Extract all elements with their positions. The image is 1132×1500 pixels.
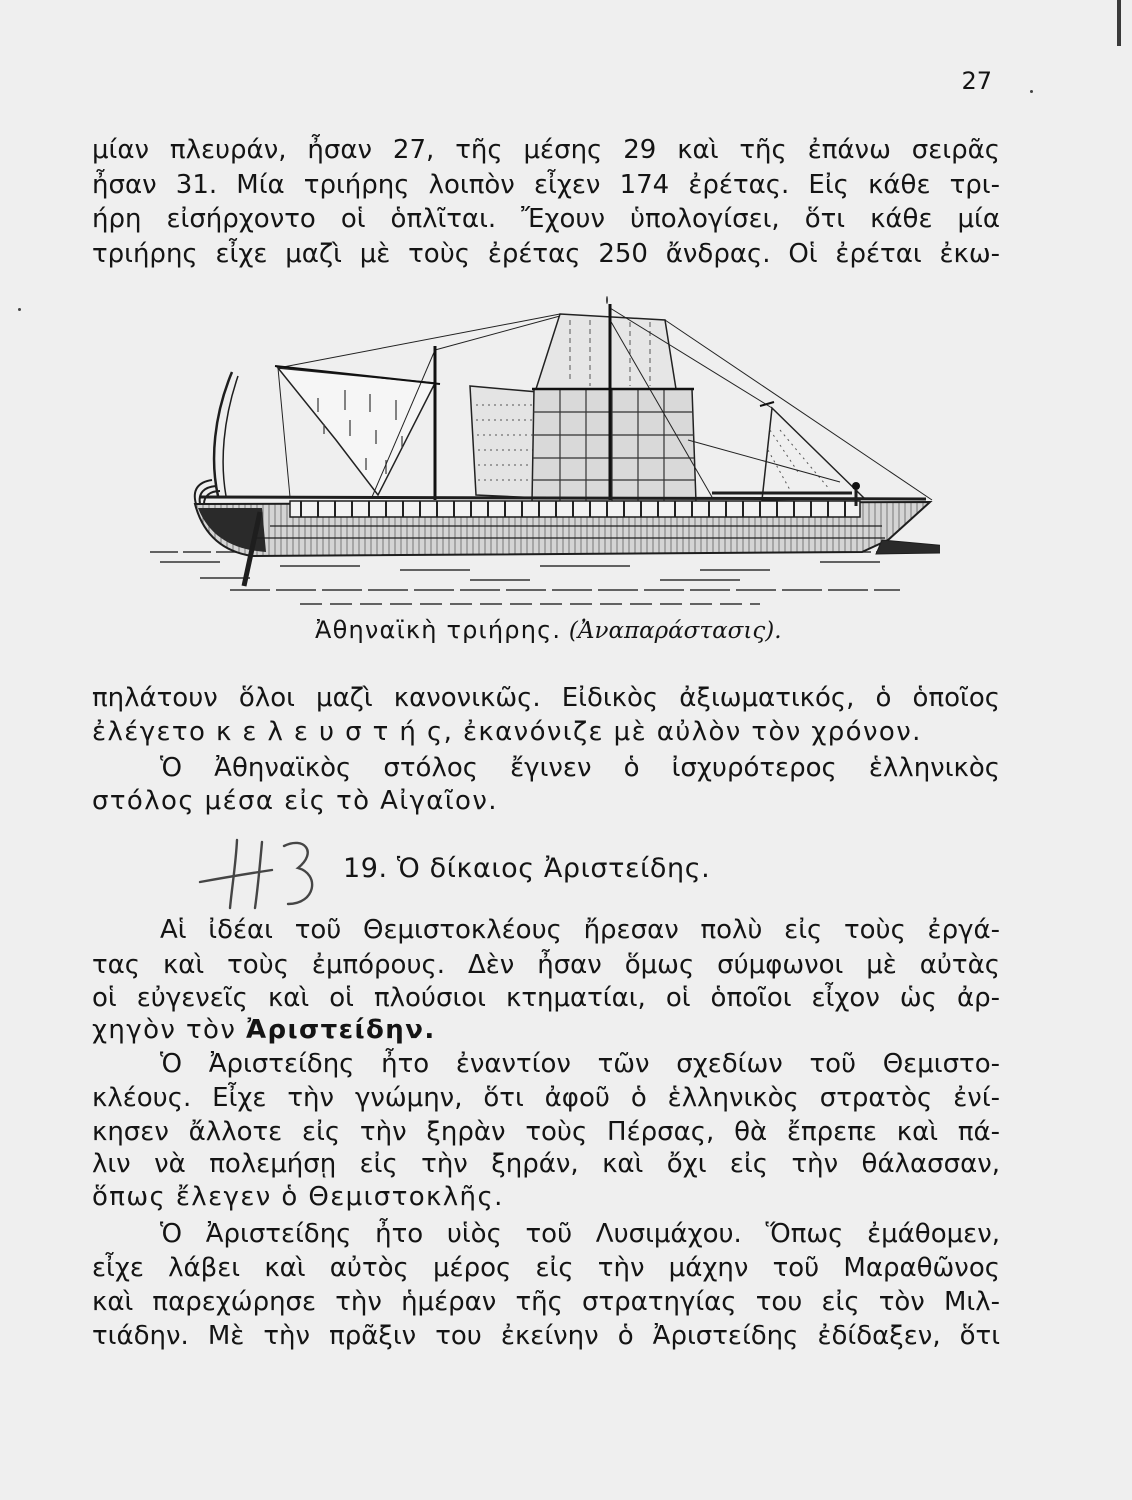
text-line: τας καὶ τοὺς ἐμπόρους. Δὲν ἦσαν ὅμως σύμφωνοι μὲ αὐτὰς <box>92 950 1000 980</box>
middle-sail <box>470 386 540 498</box>
main-topsail <box>536 314 676 389</box>
handwritten-stroke <box>255 842 262 908</box>
text-line: πηλάτουν ὅλοι μαζὶ κανονικῶς. Εἰδικὸς ἀξιωματικός, ὁ ὁποῖος <box>92 683 1000 713</box>
handwritten-annotation <box>192 832 332 912</box>
text-line <box>92 1013 1000 1047</box>
section-heading: 19. Ὁ δίκαιος Ἀριστείδης. <box>343 853 711 884</box>
railing-band <box>290 501 860 517</box>
rigging-line <box>278 368 290 497</box>
emphasized-name: Ἀριστείδην. <box>245 1015 436 1045</box>
water-lines <box>150 552 900 604</box>
trireme-illustration <box>140 290 940 610</box>
text-line: Ὁ Ἀριστείδης ἦτο ἐναντίον τῶν σχεδίων τοῦ Θεμιστο- <box>160 1049 1000 1079</box>
text-line: κλέους. Εἶχε τὴν γνώμην, ὅτι ἀφοῦ ὁ ἑλληνικὸς στρατὸς ἐνί- <box>92 1083 1000 1113</box>
top-rail <box>200 497 926 499</box>
text-line: κησεν ἄλλοτε εἰς τὴν ξηρὰν τοὺς Πέρσας, θὰ ἔπρεπε καὶ πά- <box>92 1117 1000 1147</box>
stern-post-inner <box>223 376 238 496</box>
text-fragment: χηγὸν τὸν <box>92 1015 237 1045</box>
handwritten-stroke <box>230 840 237 908</box>
rigging-line <box>435 316 560 350</box>
text-line: τριήρης εἶχε μαζὶ μὲ τοὺς ἐρέτας 250 ἄνδρας. Οἱ ἐρέται ἐκω- <box>92 239 1000 269</box>
main-sail <box>532 389 696 502</box>
page-number: 27 <box>961 67 992 95</box>
aft-sail <box>762 408 864 500</box>
sails <box>278 314 864 502</box>
figure-caption <box>315 613 782 648</box>
caption-italic: (Ἀναπαράστασις). <box>568 618 782 644</box>
text-line: εἶχε λάβει καὶ αὐτὸς μέρος εἰς τὴν μάχην τοῦ Μαραθῶνος <box>92 1253 1000 1283</box>
rigging-line <box>278 314 560 368</box>
text-line: ὅπως ἔλεγεν ὁ Θεμιστοκλῆς. <box>92 1182 504 1212</box>
helmsman-figure <box>852 482 860 490</box>
text-line: λιν νὰ πολεμήσῃ εἰς τὴν ξηράν, καὶ ὄχι εἰς τὴν θάλασσαν, <box>92 1149 1000 1179</box>
scan-speck <box>1030 90 1033 93</box>
scan-speck <box>18 308 21 311</box>
scan-edge-mark <box>1117 0 1121 46</box>
handwritten-stroke <box>284 843 312 904</box>
text-line: καὶ παρεχώρησε τὴν ἡμέραν τῆς στρατηγίας του εἰς τὸν Μιλ- <box>92 1287 1000 1317</box>
text-line: ἐλέγετο κ ε λ ε υ σ τ ή ς, ἐκανόνιζε μὲ αὐλὸν τὸν χρόνον. <box>92 717 922 747</box>
handwritten-stroke <box>200 870 272 882</box>
text-line: Ὁ Ἀριστείδης ἦτο υἱὸς τοῦ Λυσιμάχου. Ὅπως ἐμάθομεν, <box>160 1219 1000 1249</box>
text-line: στόλος μέσα εἰς τὸ Αἰγαῖον. <box>92 786 498 816</box>
text-line: ήρη εἰσήρχοντο οἱ ὁπλῖται. Ἔχουν ὑπολογίσει, ὅτι κάθε μία <box>92 204 1000 234</box>
text-line: οἱ εὐγενεῖς καὶ οἱ πλούσιοι κτηματίαι, οἱ ὁποῖοι εἶχον ὡς ἀρ- <box>92 983 1000 1013</box>
caption-main: Ἀθηναϊκὴ τριήρης. <box>315 616 562 644</box>
water-ripples <box>160 562 880 580</box>
text-line: ἦσαν 31. Μία τριήρης λοιπὸν εἶχεν 174 ἐρέτας. Εἰς κάθε τρι- <box>92 170 1000 200</box>
text-line: Ὁ Ἀθηναϊκὸς στόλος ἔγινεν ὁ ἰσχυρότερος ἑλληνικὸς <box>160 753 1000 783</box>
fore-sail <box>278 368 435 495</box>
ram <box>876 540 940 554</box>
text-line: τιάδην. Μὲ τὴν πρᾶξιν του ἐκείνην ὁ Ἀριστείδης ἐδίδαξεν, ὅτι <box>92 1321 1000 1351</box>
text-line: μίαν πλευράν, ἦσαν 27, τῆς μέσης 29 καὶ τῆς ἐπάνω σειρᾶς <box>92 135 1000 165</box>
text-line: Αἱ ἰδέαι τοῦ Θεμιστοκλέους ἤρεσαν πολὺ εἰς τοὺς ἐργά- <box>160 915 1000 945</box>
